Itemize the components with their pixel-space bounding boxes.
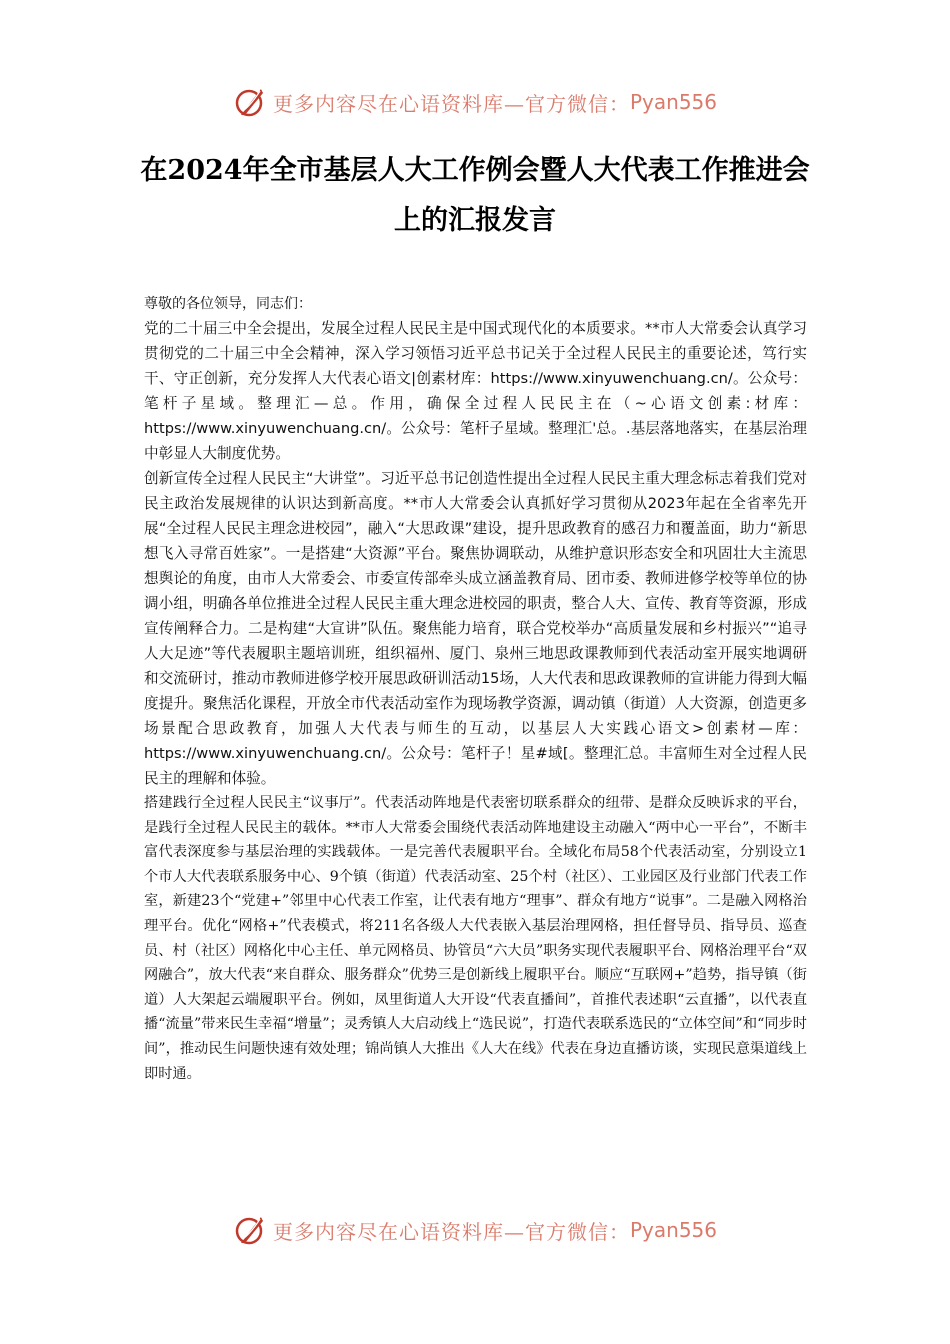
document-title: 在2024年全市基层人大工作例会暨人大代表工作推进会上的汇报发言 xyxy=(140,155,810,236)
watermark-text: 更多内容尽在心语资料库—官方微信： xyxy=(272,91,630,116)
paragraph-3: 搭建践行全过程人民民主“议事厅”。代表活动阵地是代表密切联系群众的纽带、是群众反映诉求的平台，是践行全过程人民民主的载体。**市人大常委会围绕代表活动阵地建设主动融入“两中心一平台”，不断丰富代表深度参与基层治理的实践载体。一是完善代表履职平台。全域化布局58个代表活动室，分别设立1个市人大代表联系服务中心、9个镇（街道）代表活动室、25个村（社区）、工业园区及行业部门代表工作室，新建23个“党建+”邻里中心代表工作室，让代表有地方“理事”、群众有地方“说事”。二是融入网格治理平台。优化“网格+”代表模式，将211名各级人大代表嵌入基层治理网格，担任督导员、指导员、巡查员、村（社区）网格化中心主任、单元网格员、协管员“六大员”职务实现代表履职平台、网格治理平台“双网融合”，放大代表“来自群众、服务群众”优势三是创新线上履职平台。顺应“互联网+”趋势，指导镇（街道）人大架起云端履职平台。例如，凤里街道人大开设“代表直播间”，首推代表述职“云直播”，以代表直播“流量”带来民生幸福“增量”；灵秀镇人大启动线上“选民说”，打造代表联系选民的“立体空间”和“同步时间”，推动民生问题快速有效处理；锦尚镇人大推出《人大在线》代表在身边直播访谈，实现民意渠道线上即时通。 xyxy=(144,795,808,1082)
watermark-banner-top xyxy=(0,82,950,122)
watermark-wechat-id: Pyan556 xyxy=(629,1218,717,1242)
quill-pen-logo-icon xyxy=(233,85,267,119)
watermark-text: 更多内容尽在心语资料库—官方微信： xyxy=(272,1219,630,1244)
watermark-wechat-id: Pyan556 xyxy=(629,90,717,114)
watermark-banner-bottom xyxy=(0,1210,950,1250)
paragraph-2: 创新宣传全过程人民民主“大讲堂”。习近平总书记创造性提出全过程人民民主重大理念标志着我们党对民主政治发展规律的认识达到新高度。**市人大常委会认真抓好学习贯彻从2023年起在全省率先开展“全过程人民民主理念进校园”，融入“大思政课”建设，提升思政教育的感召力和覆盖面，助力“新思想飞入寻常百姓家”。一是搭建“大资源”平台。聚焦协调联动，从维护意识形态安全和巩固壮大主流思想舆论的角度，由市人大常委会、市委宣传部牵头成立涵盖教育局、团市委、教师进修学校等单位的协调小组，明确各单位推进全过程人民民主重大理念进校园的职责，整合人大、宣传、教育等资源，形成宣传阐释合力。二是构建“大宣讲”队伍。聚焦能力培育，联合党校举办“高质量发展和乡村振兴”“追寻人大足迹”等代表履职主题培训班，组织福州、厦门、泉州三地思政课教师到代表活动室开展实地调研和交流研讨，推动市教师进修学校开展思政研训活动15场，人大代表和思政课教师的宣讲能力得到大幅度提升。聚焦活化课程，开放全市代表活动室作为现场教学资源，调动镇（街道）人大资源，创造更多场景配合思政教育，加强人大代表与师生的互动，以基层人大实践心语文>创素材—库：https://www.xinyuwenchuang.cn/。公众号：笔杆子！星#域[。整理汇总。丰富师生对全过程人民民主的理解和体验。 xyxy=(144,470,807,787)
greeting: 尊敬的各位领导，同志们： xyxy=(144,296,312,312)
paragraph-1: 党的二十届三中全会提出，发展全过程人民民主是中国式现代化的本质要求。**市人大常委会认真学习贯彻党的二十届三中全会精神，深入学习领悟习近平总书记关于全过程人民民主的重要论述，笃行实干、守正创新，充分发挥人大代表心语文|创素材库：https://www.xinyuwenchuang.cn/。公众号：笔杆子星域。整理汇—总。作用，确保全过程人民民主在（~心语文创素:材库：https://www.xinyuwenchuang.cn/。公众号：笔杆子星域。整理汇'总。.基层落地落实，在基层治理中彰显人大制度优势。 xyxy=(144,320,807,462)
quill-pen-logo-icon xyxy=(233,1213,267,1247)
document-body xyxy=(144,292,807,1086)
